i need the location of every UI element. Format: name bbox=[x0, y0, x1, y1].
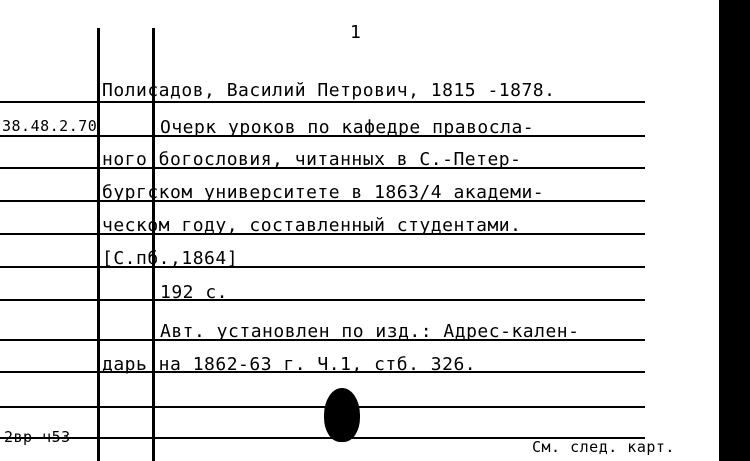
rule-10 bbox=[0, 406, 645, 408]
continued-note: См. след. карт. bbox=[532, 438, 675, 456]
rule-7 bbox=[0, 299, 645, 301]
shelf-mark: 38.48.2.70 bbox=[2, 117, 98, 135]
imprint: [С.пб.,1864] bbox=[102, 248, 239, 269]
stamp-number: 2вр-ч53 bbox=[4, 428, 71, 446]
title-line-2: ного богословия, читанных в С.-Петер- bbox=[102, 149, 522, 170]
author-heading: Полисадов, Василий Петрович, 1815 -1878. bbox=[102, 80, 556, 101]
rule-6 bbox=[0, 266, 645, 268]
pagination: 192 с. bbox=[160, 282, 229, 303]
title-line-4: ческом году, составленный студентами. bbox=[102, 215, 522, 236]
title-line-1: Очерк уроков по кафедре правосла- bbox=[160, 117, 535, 138]
margin-line-left bbox=[97, 28, 100, 461]
punch-hole bbox=[324, 388, 360, 442]
card-number: 1 bbox=[350, 22, 362, 43]
title-line-3: бургском университете в 1863/4 академи- bbox=[102, 182, 545, 203]
rule-1 bbox=[0, 101, 645, 103]
note-line-2: дарь на 1862-63 г. Ч.1, стб. 326. bbox=[102, 354, 477, 375]
note-line-1: Авт. установлен по изд.: Адрес-кален- bbox=[160, 321, 580, 342]
scan-edge bbox=[719, 0, 750, 461]
